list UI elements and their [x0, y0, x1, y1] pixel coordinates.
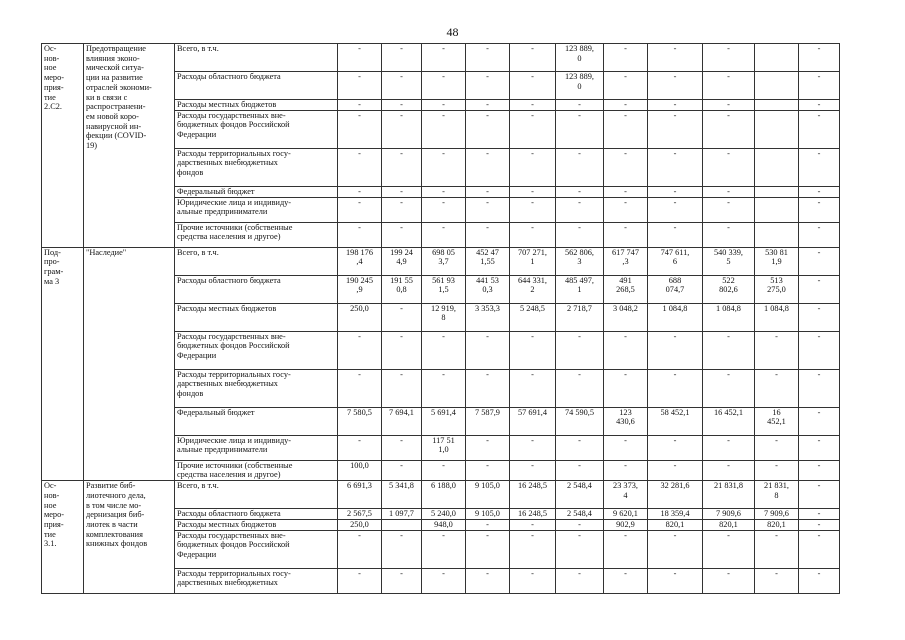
value-cell: -: [382, 222, 422, 247]
value-cell: 191 55 0,8: [382, 275, 422, 303]
value-cell: 820,1: [755, 519, 799, 530]
value-cell: 617 747 ,3: [604, 247, 648, 275]
value-cell: 948,0: [422, 519, 466, 530]
value-cell: -: [556, 568, 604, 593]
value-cell: -: [338, 331, 382, 369]
value-cell: -: [510, 331, 556, 369]
value-cell: 16 452,1: [703, 407, 755, 435]
value-cell: -: [382, 331, 422, 369]
value-cell: -: [703, 110, 755, 148]
value-cell: -: [799, 186, 840, 197]
value-cell: 747 611, 6: [648, 247, 703, 275]
value-cell: 7 909,6: [703, 509, 755, 520]
value-cell: -: [648, 186, 703, 197]
value-cell: -: [382, 100, 422, 111]
funding-source-cell: Юридические лица и индивиду- альные предприниматели: [175, 197, 338, 222]
value-cell: 522 802,6: [703, 275, 755, 303]
program-name-cell: "Наследие": [84, 247, 175, 480]
value-cell: -: [556, 530, 604, 568]
value-cell: 7 587,9: [466, 407, 510, 435]
value-cell: -: [799, 509, 840, 520]
value-cell: -: [556, 460, 604, 480]
funding-source-cell: Прочие источники (собственные средства населения и другое): [175, 460, 338, 480]
value-cell: -: [755, 331, 799, 369]
value-cell: -: [556, 369, 604, 407]
value-cell: -: [382, 303, 422, 331]
value-cell: 644 331, 2: [510, 275, 556, 303]
value-cell: -: [556, 435, 604, 460]
value-cell: -: [338, 110, 382, 148]
program-name-cell: Развитие биб- лиотечного дела, в том числе мо- дернизация биб- лиотек в части комплектования книжных фондов: [84, 481, 175, 593]
value-cell: -: [382, 530, 422, 568]
value-cell: -: [703, 435, 755, 460]
value-cell: -: [799, 247, 840, 275]
value-cell: 540 339, 5: [703, 247, 755, 275]
value-cell: -: [799, 197, 840, 222]
funding-source-cell: Расходы местных бюджетов: [175, 519, 338, 530]
value-cell: -: [466, 222, 510, 247]
value-cell: -: [510, 568, 556, 593]
value-cell: 2 567,5: [338, 509, 382, 520]
value-cell: 123 430,6: [604, 407, 648, 435]
value-cell: -: [382, 460, 422, 480]
value-cell: -: [510, 519, 556, 530]
value-cell: -: [556, 222, 604, 247]
value-cell: 902,9: [604, 519, 648, 530]
value-cell: -: [604, 331, 648, 369]
value-cell: [755, 110, 799, 148]
value-cell: -: [422, 72, 466, 100]
value-cell: -: [799, 72, 840, 100]
value-cell: -: [604, 530, 648, 568]
value-cell: -: [604, 44, 648, 72]
value-cell: [755, 222, 799, 247]
value-cell: -: [648, 44, 703, 72]
value-cell: 452 47 1,55: [466, 247, 510, 275]
value-cell: -: [703, 331, 755, 369]
value-cell: [755, 148, 799, 186]
funding-source-cell: Расходы государственных вне- бюджетных фондов Российской Федерации: [175, 110, 338, 148]
value-cell: -: [703, 369, 755, 407]
value-cell: -: [604, 110, 648, 148]
value-cell: -: [799, 148, 840, 186]
funding-source-cell: Прочие источники (собственные средства населения и другое): [175, 222, 338, 247]
value-cell: -: [382, 44, 422, 72]
value-cell: 16 248,5: [510, 509, 556, 520]
value-cell: -: [466, 568, 510, 593]
value-cell: 5 691,4: [422, 407, 466, 435]
value-cell: -: [604, 568, 648, 593]
value-cell: 123 889, 0: [556, 44, 604, 72]
value-cell: -: [338, 148, 382, 186]
funding-source-cell: Федеральный бюджет: [175, 186, 338, 197]
value-cell: -: [422, 222, 466, 247]
value-cell: -: [604, 100, 648, 111]
value-cell: -: [466, 72, 510, 100]
value-cell: 1 084,8: [703, 303, 755, 331]
value-cell: -: [755, 568, 799, 593]
value-cell: -: [648, 100, 703, 111]
value-cell: -: [510, 100, 556, 111]
value-cell: -: [556, 186, 604, 197]
value-cell: -: [466, 519, 510, 530]
value-cell: -: [799, 275, 840, 303]
funding-source-cell: Расходы государственных вне- бюджетных фондов Российской Федерации: [175, 331, 338, 369]
value-cell: -: [466, 186, 510, 197]
value-cell: -: [755, 369, 799, 407]
funding-source-cell: Всего, в т.ч.: [175, 481, 338, 509]
value-cell: -: [703, 186, 755, 197]
value-cell: 3 353,3: [466, 303, 510, 331]
value-cell: -: [648, 460, 703, 480]
value-cell: 16 452,1: [755, 407, 799, 435]
value-cell: -: [604, 72, 648, 100]
value-cell: -: [422, 110, 466, 148]
value-cell: -: [799, 100, 840, 111]
program-name-cell: Предотвращение влияния эконо- мической ситуа- ции на развитие отраслей экономи- ки в связи с распространени- ем новой коро- навирусной ин- фекции (COVID- 19): [84, 44, 175, 248]
value-cell: -: [338, 186, 382, 197]
value-cell: -: [703, 460, 755, 480]
value-cell: [755, 100, 799, 111]
table-row: [42, 247, 840, 275]
value-cell: -: [604, 186, 648, 197]
value-cell: -: [799, 568, 840, 593]
value-cell: 199 24 4,9: [382, 247, 422, 275]
value-cell: -: [382, 110, 422, 148]
funding-source-cell: Расходы областного бюджета: [175, 72, 338, 100]
funding-source-cell: Расходы местных бюджетов: [175, 303, 338, 331]
value-cell: -: [510, 369, 556, 407]
value-cell: -: [466, 369, 510, 407]
value-cell: [755, 186, 799, 197]
value-cell: -: [799, 435, 840, 460]
value-cell: -: [510, 186, 556, 197]
value-cell: -: [422, 369, 466, 407]
value-cell: -: [382, 197, 422, 222]
table-row: [42, 481, 840, 509]
value-cell: -: [422, 530, 466, 568]
value-cell: -: [466, 44, 510, 72]
value-cell: -: [338, 100, 382, 111]
funding-source-cell: Всего, в т.ч.: [175, 247, 338, 275]
value-cell: -: [799, 530, 840, 568]
value-cell: 21 831, 8: [755, 481, 799, 509]
value-cell: 1 097,7: [382, 509, 422, 520]
value-cell: -: [703, 148, 755, 186]
value-cell: -: [604, 148, 648, 186]
funding-source-cell: Всего, в т.ч.: [175, 44, 338, 72]
value-cell: -: [799, 331, 840, 369]
value-cell: -: [382, 72, 422, 100]
value-cell: -: [382, 369, 422, 407]
value-cell: -: [422, 460, 466, 480]
value-cell: 7 909,6: [755, 509, 799, 520]
budget-table: [41, 43, 840, 594]
value-cell: -: [510, 110, 556, 148]
value-cell: -: [648, 110, 703, 148]
value-cell: 9 105,0: [466, 509, 510, 520]
value-cell: -: [466, 530, 510, 568]
value-cell: -: [382, 568, 422, 593]
value-cell: 123 889, 0: [556, 72, 604, 100]
value-cell: -: [338, 568, 382, 593]
value-cell: 7 694,1: [382, 407, 422, 435]
value-cell: -: [755, 530, 799, 568]
value-cell: -: [799, 222, 840, 247]
value-cell: -: [466, 435, 510, 460]
program-code-cell: Ос- нов- ное меро- прия- тие 2.С2.: [42, 44, 84, 248]
value-cell: 561 93 1,5: [422, 275, 466, 303]
value-cell: 12 919, 8: [422, 303, 466, 331]
value-cell: 21 831,8: [703, 481, 755, 509]
value-cell: 6 691,3: [338, 481, 382, 509]
value-cell: 698 05 3,7: [422, 247, 466, 275]
value-cell: 9 105,0: [466, 481, 510, 509]
funding-source-cell: Расходы территориальных госу- дарственных внебюджетных фондов: [175, 148, 338, 186]
value-cell: -: [510, 435, 556, 460]
value-cell: -: [648, 369, 703, 407]
value-cell: -: [422, 44, 466, 72]
value-cell: -: [604, 460, 648, 480]
value-cell: 820,1: [703, 519, 755, 530]
value-cell: -: [648, 331, 703, 369]
value-cell: -: [703, 568, 755, 593]
value-cell: -: [338, 44, 382, 72]
value-cell: -: [703, 222, 755, 247]
value-cell: -: [648, 197, 703, 222]
value-cell: -: [338, 222, 382, 247]
funding-source-cell: Расходы территориальных госу- дарственных внебюджетных: [175, 568, 338, 593]
value-cell: -: [556, 100, 604, 111]
value-cell: 74 590,5: [556, 407, 604, 435]
value-cell: -: [466, 110, 510, 148]
value-cell: -: [799, 460, 840, 480]
program-code-cell: Под- про- грам- ма 3: [42, 247, 84, 480]
value-cell: -: [703, 197, 755, 222]
value-cell: -: [648, 568, 703, 593]
value-cell: -: [648, 222, 703, 247]
table-row: [42, 44, 840, 72]
value-cell: 1 084,8: [755, 303, 799, 331]
value-cell: 1 084,8: [648, 303, 703, 331]
value-cell: 6 188,0: [422, 481, 466, 509]
value-cell: [755, 44, 799, 72]
value-cell: -: [703, 100, 755, 111]
value-cell: -: [799, 519, 840, 530]
value-cell: -: [510, 460, 556, 480]
value-cell: -: [382, 186, 422, 197]
value-cell: -: [799, 110, 840, 148]
value-cell: 820,1: [648, 519, 703, 530]
value-cell: 5 341,8: [382, 481, 422, 509]
value-cell: -: [799, 44, 840, 72]
value-cell: -: [510, 222, 556, 247]
value-cell: -: [338, 369, 382, 407]
value-cell: -: [648, 72, 703, 100]
value-cell: 7 580,5: [338, 407, 382, 435]
value-cell: -: [604, 369, 648, 407]
value-cell: -: [755, 435, 799, 460]
value-cell: 5 248,5: [510, 303, 556, 331]
value-cell: -: [422, 186, 466, 197]
funding-source-cell: Расходы территориальных госу- дарственных внебюджетных фондов: [175, 369, 338, 407]
value-cell: 530 81 1,9: [755, 247, 799, 275]
value-cell: -: [556, 331, 604, 369]
funding-source-cell: Расходы местных бюджетов: [175, 100, 338, 111]
value-cell: 688 074,7: [648, 275, 703, 303]
value-cell: -: [382, 435, 422, 460]
value-cell: 2 548,4: [556, 509, 604, 520]
value-cell: -: [799, 407, 840, 435]
value-cell: -: [755, 460, 799, 480]
value-cell: -: [466, 148, 510, 186]
value-cell: 513 275,0: [755, 275, 799, 303]
funding-source-cell: Федеральный бюджет: [175, 407, 338, 435]
value-cell: -: [338, 197, 382, 222]
value-cell: -: [799, 369, 840, 407]
funding-source-cell: Юридические лица и индивиду- альные предприниматели: [175, 435, 338, 460]
value-cell: -: [604, 435, 648, 460]
funding-source-cell: Расходы областного бюджета: [175, 509, 338, 520]
page-number: 48: [446, 25, 459, 39]
funding-source-cell: Расходы областного бюджета: [175, 275, 338, 303]
value-cell: -: [799, 481, 840, 509]
value-cell: 3 048,2: [604, 303, 648, 331]
value-cell: -: [703, 530, 755, 568]
value-cell: -: [466, 197, 510, 222]
value-cell: 2 548,4: [556, 481, 604, 509]
value-cell: 190 245 ,9: [338, 275, 382, 303]
value-cell: -: [510, 148, 556, 186]
value-cell: -: [703, 72, 755, 100]
value-cell: 117 51 1,0: [422, 435, 466, 460]
value-cell: 32 281,6: [648, 481, 703, 509]
value-cell: 2 718,7: [556, 303, 604, 331]
value-cell: 441 53 0,3: [466, 275, 510, 303]
value-cell: -: [648, 148, 703, 186]
value-cell: -: [556, 110, 604, 148]
value-cell: -: [556, 197, 604, 222]
value-cell: -: [338, 72, 382, 100]
value-cell: 58 452,1: [648, 407, 703, 435]
value-cell: 491 268,5: [604, 275, 648, 303]
value-cell: -: [604, 197, 648, 222]
value-cell: -: [466, 460, 510, 480]
value-cell: -: [556, 148, 604, 186]
value-cell: [755, 197, 799, 222]
value-cell: -: [338, 530, 382, 568]
value-cell: -: [799, 303, 840, 331]
value-cell: 562 806, 3: [556, 247, 604, 275]
value-cell: -: [604, 222, 648, 247]
value-cell: 23 373, 4: [604, 481, 648, 509]
value-cell: -: [422, 568, 466, 593]
value-cell: -: [466, 331, 510, 369]
program-code-cell: Ос- нов- ное меро- прия- тие 3.1.: [42, 481, 84, 593]
value-cell: -: [648, 435, 703, 460]
value-cell: 100,0: [338, 460, 382, 480]
funding-source-cell: Расходы государственных вне- бюджетных фондов Российской Федерации: [175, 530, 338, 568]
value-cell: -: [382, 148, 422, 186]
value-cell: 250,0: [338, 519, 382, 530]
value-cell: -: [648, 530, 703, 568]
value-cell: 250,0: [338, 303, 382, 331]
value-cell: -: [422, 197, 466, 222]
value-cell: [755, 72, 799, 100]
value-cell: -: [556, 519, 604, 530]
value-cell: -: [466, 100, 510, 111]
value-cell: 18 359,4: [648, 509, 703, 520]
value-cell: 198 176 ,4: [338, 247, 382, 275]
value-cell: 485 497, 1: [556, 275, 604, 303]
value-cell: -: [338, 435, 382, 460]
value-cell: 9 620,1: [604, 509, 648, 520]
value-cell: 57 691,4: [510, 407, 556, 435]
value-cell: -: [422, 100, 466, 111]
value-cell: 16 248,5: [510, 481, 556, 509]
value-cell: -: [422, 148, 466, 186]
value-cell: [382, 519, 422, 530]
value-cell: -: [510, 197, 556, 222]
value-cell: -: [510, 72, 556, 100]
value-cell: -: [422, 331, 466, 369]
value-cell: -: [510, 44, 556, 72]
value-cell: -: [703, 44, 755, 72]
value-cell: 707 271, 1: [510, 247, 556, 275]
value-cell: -: [510, 530, 556, 568]
value-cell: 5 240,0: [422, 509, 466, 520]
